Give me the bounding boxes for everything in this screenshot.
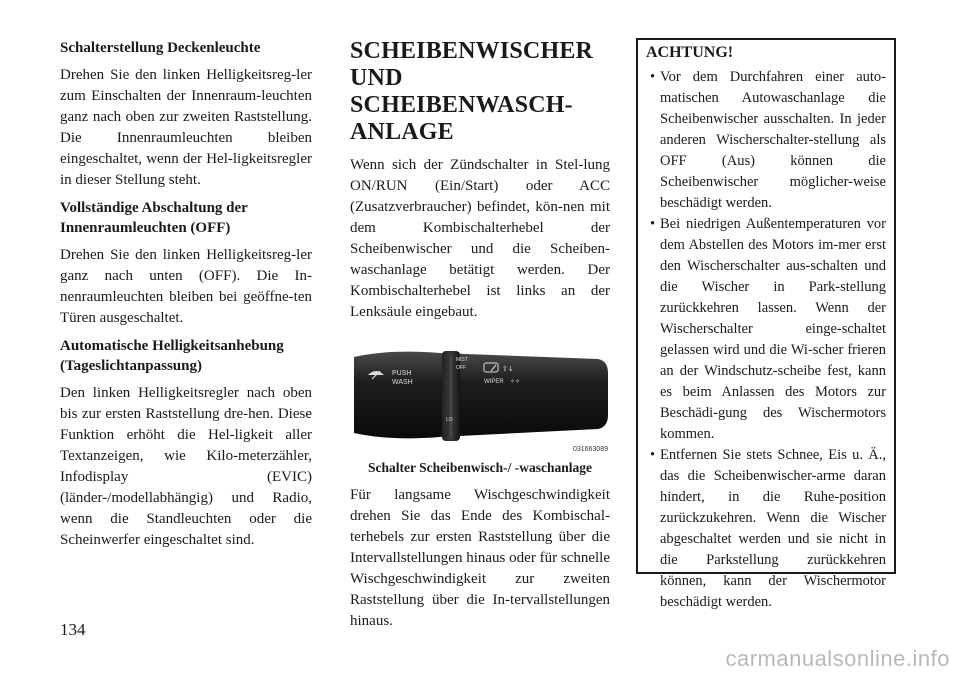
spray-icon: ✧✧	[510, 378, 521, 385]
page-number: 134	[60, 620, 86, 639]
warning-title: ACHTUNG!	[646, 44, 734, 61]
off-label: OFF	[456, 365, 466, 371]
watermark: carmanualsonline.info	[725, 646, 950, 671]
wiper-lever-illustration	[350, 345, 610, 455]
heading-lights-off: Vollständige Abschaltung der Innenraumleuchten (OFF)	[60, 200, 248, 236]
paragraph-ceiling-light: Drehen Sie den linken Helligkeitsreg-ler zum Einschalten der Innenraum-leuchten ganz nach oben zur zweiten Raststellung. Die Innenraumleuchten bleiben eingeschaltet, wenn der Hel-ligkeitsregler in dieser Stellung steht.	[60, 67, 312, 188]
paragraph-wiper-intro: Wenn sich der Zündschalter in Stel-lung ON/RUN (Ein/Start) oder ACC (Zusatzverbraucher) befindet, kön-nen mit dem Kombischalterhebel der Scheibenwischer und die Scheiben-waschanlage betätigt werden. Der Kombischalterhebel ist links an der Lenksäule eingebaut.	[350, 157, 610, 320]
lo-label: LO	[446, 417, 453, 423]
right-column	[636, 38, 896, 610]
wash-label: WASH	[392, 379, 413, 386]
warning-item: • Bei niedrigen Außentemperaturen vor dem Abstellen des Motors im-mer erst den Wischerschalter aus-schalten und die Wischer in Park-stellung zurückkehren lassen. Wenn der Wischerschalter einge-schaltet gelassen wird und die Wi-scher frieren an der Windschutz-scheibe fest, kann es beim Anlassen des Motors zur Beschädi-gung des Wischermotors kommen.	[646, 214, 886, 445]
paragraph-wiper-speed: Für langsame Wischgeschwindigkeit drehen Sie das Ende des Kombischal-terhebels zur ersten Raststellung über die Intervallstellungen hinaus oder für schnelle Wischgeschwindigkeit zur zweiten Raststellung über die In-tervallstellungen hinaus.	[350, 487, 610, 629]
figure-caption: Schalter Scheibenwisch-/ -waschanlage	[367, 460, 592, 475]
push-label: PUSH	[392, 370, 412, 377]
wiper-switch-figure	[350, 345, 610, 455]
heading-ceiling-light: Schalterstellung Deckenleuchte	[60, 40, 261, 56]
warning-item: • Entfernen Sie stets Schnee, Eis u. Ä., das die Scheibenwischer-arme daran hindert, in die Ruhe-position zurückzukehren. Wenn die Wischer abgeschaltet werden und sie nicht in die Parkstellung zurückkehren können, kann der Wischermotor beschädigt werden.	[646, 445, 886, 613]
warning-box	[636, 38, 896, 610]
middle-column	[350, 38, 610, 639]
paragraph-auto-brightness: Den linken Helligkeitsregler nach oben bis zur ersten Raststellung dre-hen. Diese Funktion erhöht die Hel-ligkeit aller Textanzeigen, wie Kilo-meterzähler, Infodisplay (EVIC) (länder-/modellabhängig) und Radio, wenn die Standleuchten oder die Scheinwerfer eingeschaltet sind.	[60, 385, 312, 548]
arrow-glyphs: ⇧↓	[502, 365, 514, 373]
section-title: SCHEIBENWISCHER UND SCHEIBENWASCH-ANLAGE	[350, 38, 594, 145]
heading-auto-brightness: Automatische Helligkeitsanhebung (Tageslichtanpassung)	[60, 338, 284, 374]
warning-item: • Vor dem Durchfahren einer auto-matischen Autowaschanlage die Scheibenwischer ausschalten. In jeder anderen Wischerschalter-stellung als OFF (Aus) können die Scheibenwischer möglicher-weise beschädigt werden.	[646, 67, 886, 214]
figure-code: 031663089	[572, 446, 608, 453]
paragraph-lights-off: Drehen Sie den linken Helligkeitsreg-ler ganz nach unten (OFF). Die In-nenraumleuchten bleiben bei geöffne-ten Türen ausgeschaltet.	[60, 247, 312, 326]
wiper-label: WIPER	[484, 379, 504, 385]
warning-list	[646, 67, 886, 613]
left-column	[60, 38, 312, 558]
mist-label: MIST	[456, 357, 468, 363]
